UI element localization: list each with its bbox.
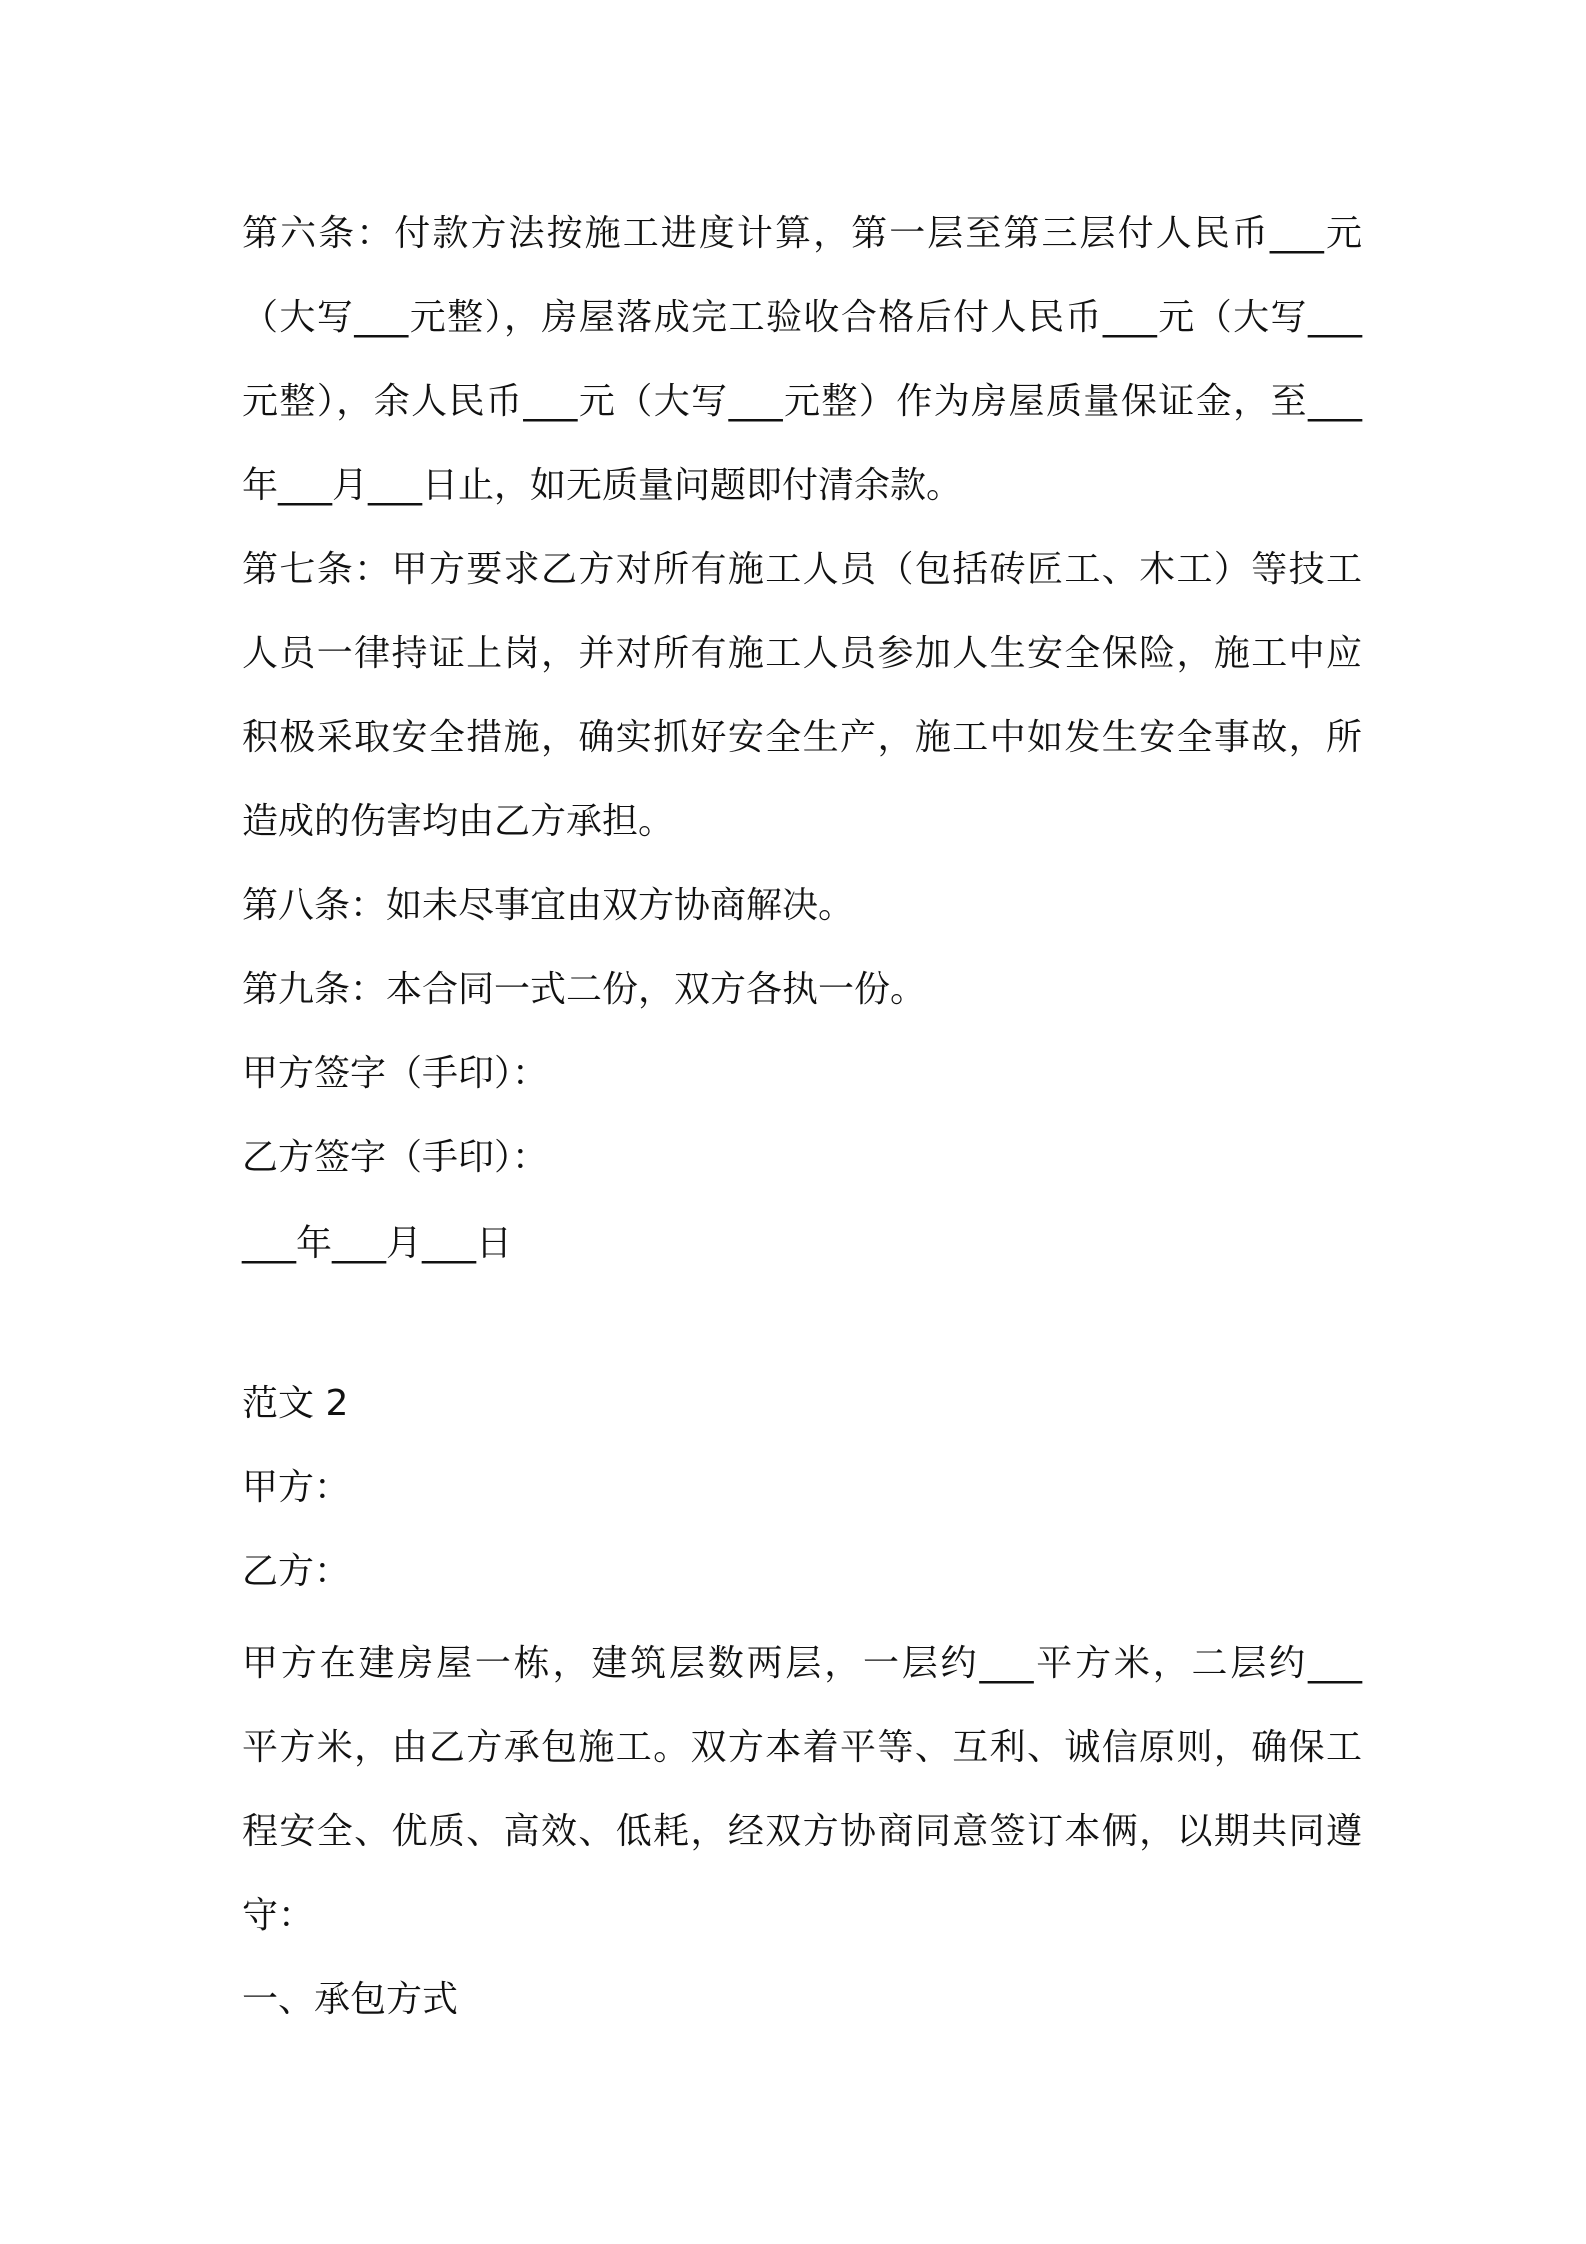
intro-line-4: 守： bbox=[242, 1895, 315, 1936]
article-6-line-1: 第六条：付款方法按施工进度计算，第一层至第三层付人民币___元 bbox=[242, 213, 1362, 254]
party-a-signature: 甲方签字（手印）： bbox=[242, 1053, 549, 1094]
party-b-signature: 乙方签字（手印）： bbox=[242, 1137, 549, 1178]
intro-line-3: 程安全、优质、高效、低耗，经双方协商同意签订本俩，以期共同遵 bbox=[242, 1811, 1362, 1852]
section-1-heading: 一、承包方式 bbox=[242, 1979, 459, 2020]
article-7-line-4: 造成的伤害均由乙方承担。 bbox=[242, 801, 675, 842]
article-7-line-2: 人员一律持证上岗，并对所有施工人员参加人生安全保险，施工中应 bbox=[242, 633, 1362, 674]
signature-date: ___年___月___日 bbox=[242, 1223, 513, 1264]
article-7-line-1: 第七条：甲方要求乙方对所有施工人员（包括砖匠工、木工）等技工 bbox=[242, 549, 1362, 590]
party-b-label: 乙方： bbox=[242, 1551, 351, 1592]
article-6-line-4: 年___月___日止，如无质量问题即付清余款。 bbox=[242, 465, 963, 506]
party-a-label: 甲方： bbox=[242, 1467, 351, 1508]
intro-line-1: 甲方在建房屋一栋，建筑层数两层，一层约___平方米，二层约___ bbox=[242, 1643, 1362, 1684]
article-9: 第九条：本合同一式二份，双方各执一份。 bbox=[242, 969, 927, 1010]
intro-line-2: 平方米，由乙方承包施工。双方本着平等、互利、诚信原则，确保工 bbox=[242, 1727, 1362, 1768]
article-7-line-3: 积极采取安全措施，确实抓好安全生产，施工中如发生安全事故，所 bbox=[242, 717, 1362, 758]
sample-2-heading: 范文 2 bbox=[242, 1383, 349, 1424]
article-6-line-2: （大写___元整），房屋落成完工验收合格后付人民币___元（大写___ bbox=[242, 297, 1362, 338]
article-6-line-3: 元整），余人民币___元（大写___元整）作为房屋质量保证金，至___ bbox=[242, 381, 1362, 422]
article-8: 第八条：如未尽事宜由双方协商解决。 bbox=[242, 885, 855, 926]
